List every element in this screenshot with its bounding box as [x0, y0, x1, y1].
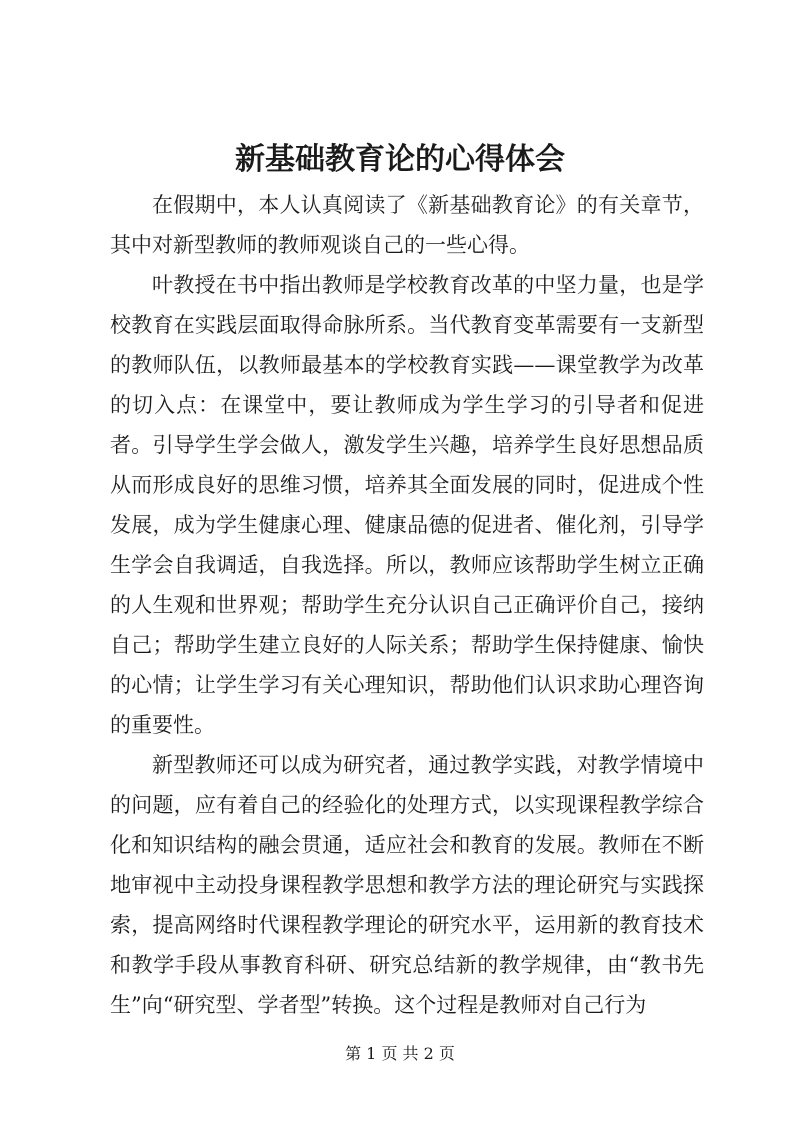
paragraph-2: 叶教授在书中指出教师是学校教育改革的中坚力量，也是学校教育在实践层面取得命脉所系。当代教育变革需要有一支新型的教师队伍，以教师最基本的学校教育实践——课堂教学为改革的切入点：在课堂中，要让教师成为学生学习的引导者和促进者。引导学生学会做人，激发学生兴趣，培养学生良好思想品质从而形成良好的思维习惯，培养其全面发展的同时，促进成个性发展，成为学生健康心理、健康品德的促进者、催化剂，引导学生学会自我调适，自我选择。所以，教师应该帮助学生树立正确的人生观和世界观；帮助学生充分认识自己正确评价自己，接纳自己；帮助学生建立良好的人际关系；帮助学生保持健康、愉快的心情；让学生学习有关心理知识，帮助他们认识求助心理咨询的重要性。: [110, 273, 704, 737]
document-title: 新基础教育论的心得体会: [235, 142, 565, 177]
document-body: [110, 185, 704, 1025]
page-footer: 第 1 页 共 2 页: [345, 1044, 455, 1063]
paragraph-1: 在假期中，本人认真阅读了《新基础教育论》的有关章节，其中对新型教师的教师观谈自己的一些心得。: [110, 193, 704, 257]
paragraph-3: 新型教师还可以成为研究者，通过教学实践，对教学情境中的问题，应有着自己的经验化的处理方式，以实现课程教学综合化和知识结构的融会贯通，适应社会和教育的发展。教师在不断地审视中主动投身课程教学思想和教学方法的理论研究与实践探索，提高网络时代课程教学理论的研究水平，运用新的教育技术和教学手段从事教育科研、研究总结新的教学规律，由“教书先生”向“研究型、学者型”转换。这个过程是教师对自己行为: [110, 753, 704, 1017]
